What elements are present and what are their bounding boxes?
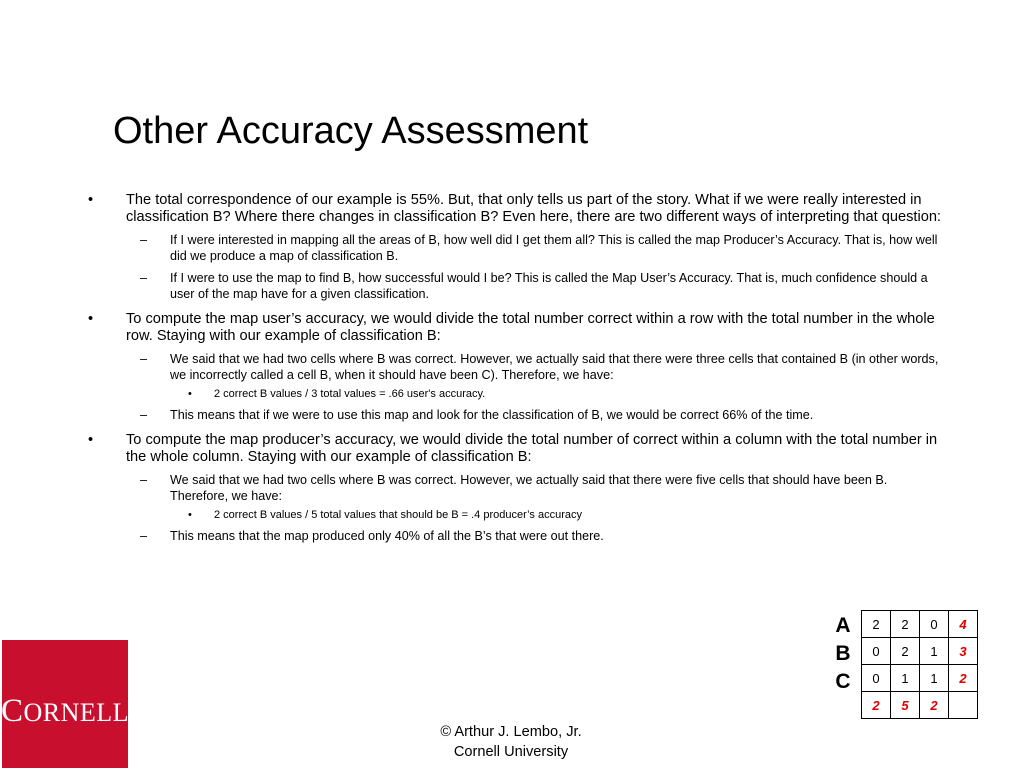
column-total-cell: 5 [891,692,920,719]
small-bullet-marker: • [188,509,192,521]
dash-marker: – [140,352,148,366]
small-bullet-marker: • [188,388,192,400]
slide-title: Other Accuracy Assessment [113,110,589,152]
matrix-cell: 2 [862,611,891,638]
sub-bullet-item [126,232,944,264]
matrix-cell: 2 [891,611,920,638]
row-total-cell: 4 [949,611,978,638]
bullet-text: To compute the map user’s accuracy, we would divide the total number correct within a row with the total number in the whole row. Staying with our example of classification B: [126,311,935,344]
copyright-institution: Cornell University [453,744,569,760]
sub-bullet-text: If I were to use the map to find B, how successful would I be? This is called the Map User’s Accuracy. That is, much confidence should a user of the map have for a given classification. [170,271,928,301]
matrix-cell: 2 [891,638,920,665]
sub-sub-bullet-item [170,387,944,401]
bullet-marker: • [88,192,94,208]
slide-body [84,192,944,553]
bullet-text: To compute the map producer’s accuracy, we would divide the total number of correct within a column with the total number in the whole column. Staying with our example of classification B: [126,432,938,465]
sub-bullet-item [126,407,944,423]
column-totals-row [862,692,978,719]
matrix-cell: 1 [920,665,949,692]
row-label-b: B [835,642,851,665]
matrix-cell: 0 [920,611,949,638]
sub-bullet-text: This means that if we were to use this map and look for the classification of B, we would be correct 66% of the time. [170,408,814,422]
sub-bullet-text: We said that we had two cells where B was correct. However, we actually said that there were five cells that should have been B. Therefore, we have: [170,473,888,503]
sub-bullet-text: We said that we had two cells where B was correct. However, we actually said that there were three cells that contained B (in other words, we incorrectly called a cell B, when it should have been C). Therefore, we have: [170,352,939,382]
dash-marker: – [140,529,148,543]
sub-bullet-item [126,472,944,522]
cornell-logo [2,640,128,768]
matrix-row-labels [830,612,856,696]
dash-marker: – [140,473,148,487]
bullet-marker: • [88,432,94,448]
sub-bullet-text: This means that the map produced only 40% of all the B’s that were out there. [170,529,604,543]
dash-marker: – [140,271,148,285]
matrix-row [862,638,978,665]
bullet-marker: • [88,311,94,327]
bullet-text: The total correspondence of our example is 55%. But, that only tells us part of the story. What if we were really interested in classification B? Where there changes in classification B? Even here, there are two different ways of interpreting that question: [126,192,941,225]
bullet-item [84,192,944,302]
column-total-cell: 2 [920,692,949,719]
matrix-row [862,665,978,692]
matrix-cell: 1 [920,638,949,665]
copyright-footer [380,722,642,762]
empty-corner-cell [949,692,978,719]
sub-sub-bullet-text: 2 correct B values / 5 total values that should be B = .4 producer’s accuracy [214,509,582,521]
cornell-wordmark: CORNELL [0,692,130,729]
bullet-item [84,311,944,423]
copyright-author: © Arthur J. Lembo, Jr. [440,724,582,740]
column-total-cell: 2 [862,692,891,719]
sub-bullet-item [126,351,944,401]
error-matrix [861,610,978,719]
matrix-cell: 0 [862,665,891,692]
matrix-cell: 1 [891,665,920,692]
sub-sub-bullet-item [170,508,944,522]
sub-bullet-text: If I were interested in mapping all the areas of B, how well did I get them all? This is called the map Producer’s Accuracy. That is, how well did we produce a map of classification B. [170,233,938,263]
dash-marker: – [140,233,148,247]
sub-bullet-item [126,528,944,544]
row-label-c: C [835,670,851,693]
row-total-cell: 3 [949,638,978,665]
sub-bullet-item [126,270,944,302]
matrix-row [862,611,978,638]
sub-sub-bullet-text: 2 correct B values / 3 total values = .66 user's accuracy. [214,388,486,400]
bullet-item [84,432,944,544]
row-label-a: A [835,614,851,637]
matrix-cell: 0 [862,638,891,665]
dash-marker: – [140,408,148,422]
row-total-cell: 2 [949,665,978,692]
